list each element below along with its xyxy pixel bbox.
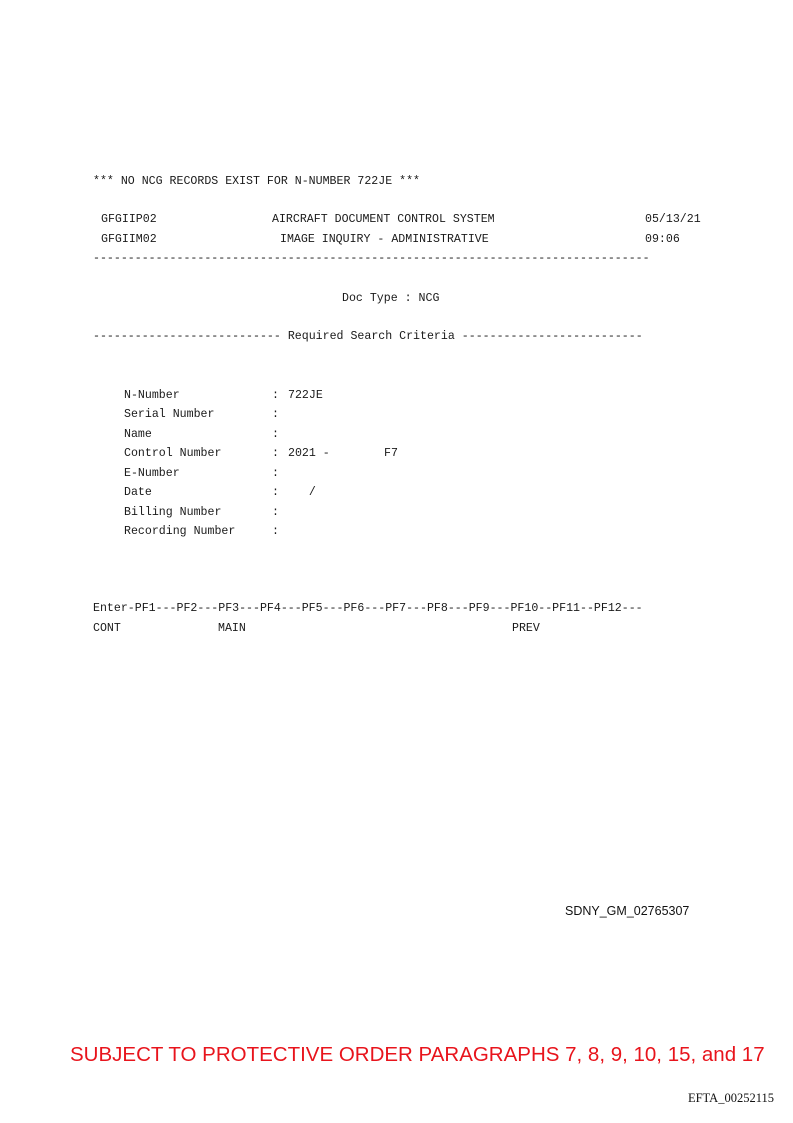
field-control-number[interactable] [124,447,398,462]
field-colon: : [272,486,279,499]
doc-type-label: Doc Type : [342,292,412,305]
field-n-number[interactable] [124,389,323,404]
screen-time: 09:06 [645,233,680,246]
doc-type [342,293,439,305]
efta-number: EFTA_00252115 [687,1091,774,1105]
pf-action-prev[interactable]: PREV [512,622,540,635]
header-separator: -------------------------------------------------------------------------------- [93,253,650,265]
field-colon: : [272,447,279,460]
field-value[interactable]: 722JE [288,389,323,402]
field-recording-number[interactable] [124,525,279,540]
field-name[interactable] [124,428,279,443]
field-colon: : [272,467,279,480]
program-id-2: GFGIIM02 [101,233,157,246]
field-label: Date [124,486,152,499]
field-colon: : [272,408,279,421]
criteria-rule-left: --------------------------- [93,330,281,343]
field-colon: : [272,389,279,402]
doc-type-value: NCG [418,292,440,305]
field-colon: : [272,506,279,519]
field-value[interactable]: 2021 - [288,447,330,460]
field-billing-number[interactable] [124,506,279,521]
field-label: N-Number [124,389,180,402]
program-id-1: GFGIIP02 [101,213,157,226]
criteria-rule [93,331,643,343]
field-value[interactable]: / [288,486,316,499]
pf-action-main[interactable]: MAIN [218,622,246,635]
status-message: *** NO NCG RECORDS EXIST FOR N-NUMBER 722JE *** [93,175,420,188]
field-label: Recording Number [124,525,236,538]
field-label: Billing Number [124,506,222,519]
field-label: Serial Number [124,408,215,421]
field-colon: : [272,428,279,441]
pf-keys-line: Enter-PF1---PF2---PF3---PF4---PF5---PF6---PF7---PF8---PF9---PF10--PF11--PF12--- [93,603,643,615]
bates-number: SDNY_GM_02765307 [565,904,690,918]
pf-action-cont[interactable]: CONT [93,622,121,635]
field-label: E-Number [124,467,180,480]
criteria-rule-title: Required Search Criteria [287,330,455,343]
screen-date: 05/13/21 [645,213,701,226]
criteria-rule-right: -------------------------- [461,330,643,343]
protective-order-notice: SUBJECT TO PROTECTIVE ORDER PARAGRAPHS 7, 8, 9, 10, 15, and 17 [70,1043,765,1066]
system-title: AIRCRAFT DOCUMENT CONTROL SYSTEM [272,213,495,226]
field-serial-number[interactable] [124,408,279,423]
field-extra: F7 [384,447,398,460]
field-colon: : [272,525,279,538]
screen-title: IMAGE INQUIRY - ADMINISTRATIVE [280,233,489,246]
field-date[interactable] [124,486,316,501]
field-label: Name [124,428,152,441]
field-e-number[interactable] [124,467,279,482]
field-label: Control Number [124,447,222,460]
